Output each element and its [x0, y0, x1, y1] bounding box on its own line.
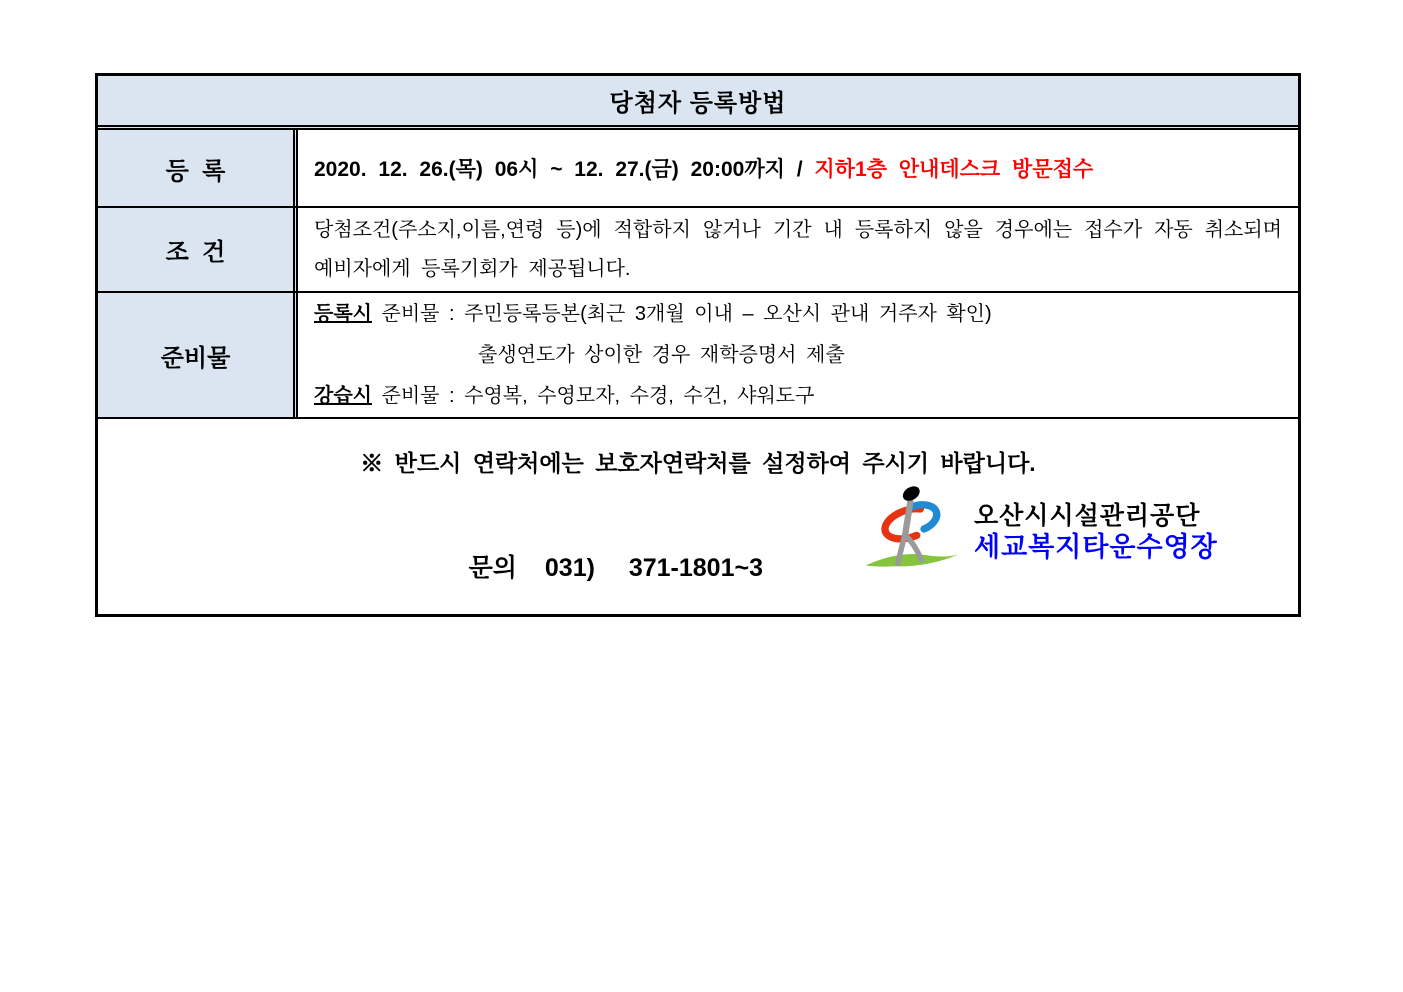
running-person-logo-icon [864, 479, 964, 584]
supplies-lesson-rest: 준비물 : 수영복, 수영모자, 수경, 수건, 샤워도구 [371, 384, 815, 407]
supplies-birthyear-text: 출생연도가 상이한 경우 재학증명서 제출 [478, 343, 845, 366]
condition-cell [298, 208, 1298, 291]
supplies-registration-rest: 준비물 : 주민등록등본(최근 3개월 이내 – 오산시 관내 거주자 확인) [371, 302, 992, 325]
supplies-line-registration [314, 294, 1282, 335]
registration-period-cell [298, 130, 1298, 206]
row-label-registration: 등 록 [98, 130, 298, 206]
organization-logo [864, 479, 1218, 584]
organization-text [974, 501, 1218, 563]
inquiry-label: 문의 [468, 554, 517, 582]
inquiry-number: 031) 371-1801~3 [544, 554, 763, 582]
row-label-condition: 조 건 [98, 208, 298, 291]
registration-period-text: 2020. 12. 26.(목) 06시 ~ 12. 27.(금) 20:00까지 / [314, 158, 815, 181]
inquiry-phone [413, 519, 763, 613]
supplies-line-lesson [314, 376, 1282, 417]
table-row-supplies [98, 293, 1298, 419]
supplies-lesson-head: 강습시 [314, 384, 372, 407]
guardian-contact-note: ※ 반드시 연락처에는 보호자연락처를 설정하여 주시기 바랍니다. [360, 450, 1036, 476]
table-row-registration [98, 130, 1298, 208]
table-row-condition [98, 208, 1298, 293]
table-title: 당첨자 등록방법 [98, 76, 1298, 130]
registration-location-highlight: 지하1층 안내데스크 방문접수 [814, 158, 1094, 181]
supplies-line-birthyear [314, 335, 1282, 376]
facility-name: 세교복지타운수영장 [974, 531, 1218, 562]
condition-text: 당첨조건(주소지,이름,연령 등)에 적합하지 않거나 기간 내 등록하지 않을 경우에는 접수가 자동 취소되며 예비자에게 등록기회가 제공됩니다. [314, 218, 1282, 280]
supplies-cell [298, 293, 1298, 417]
supplies-registration-head: 등록시 [314, 302, 372, 325]
table-footer-cell [98, 419, 1298, 614]
organization-name: 오산시시설관리공단 [974, 501, 1201, 530]
registration-info-table [95, 73, 1301, 617]
row-label-supplies: 준비물 [98, 293, 298, 417]
